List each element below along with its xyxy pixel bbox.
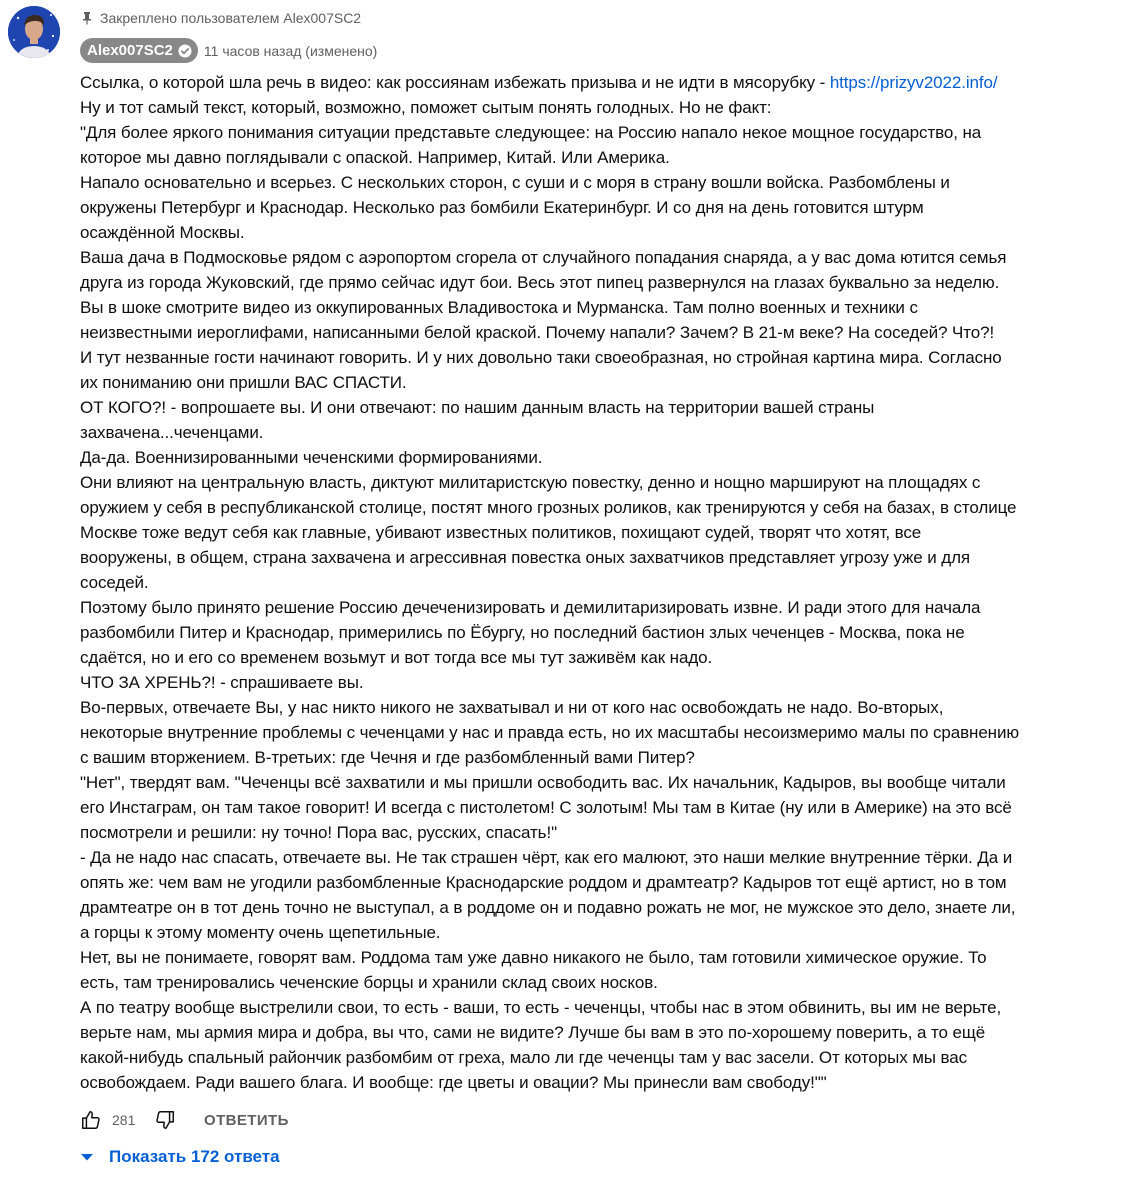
comment-line: Ваша дача в Подмосковье рядом с аэропортом сгорела от случайного попадания снаряда, а у вас дома ютится семья: [80, 248, 1007, 267]
thumbs-up-icon: [80, 1109, 102, 1131]
comment-text: [80, 70, 1080, 1095]
comment-line: А по театру вообще выстрелили свои, то есть - ваши, то есть - чеченцы, чтобы нас в этом обвинить, вы им не верьте,: [80, 998, 1002, 1017]
comment-actions: [80, 1107, 289, 1133]
comment-line: разбомбили Питер и Краснодар, примерились по Ёбургу, но последний бастион злых чеченцев - Москва, пока не: [80, 623, 965, 642]
comment-line: есть, там тренировались чеченские борцы и хранили склад своих носков.: [80, 973, 658, 992]
link-intro-text: Ссылка, о которой шла речь в видео: как россиянам избежать призыва и не идти в мясорубку -: [80, 73, 830, 92]
show-replies-button[interactable]: [78, 1143, 280, 1171]
comment-line: а горцы к этому моменту очень щепетильные.: [80, 923, 441, 942]
comment-line: оружием у себя в республиканской столице, постят много грозных роликов, как тренируются у себя на базах, в столице: [80, 498, 1017, 517]
show-replies-label: Показать 172 ответа: [109, 1147, 280, 1166]
comment-line: Они влияют на центральную власть, диктуют милитаристскую повестку, денно и нощно маршируют на площадях с: [80, 473, 981, 492]
author-name-chip[interactable]: [80, 38, 198, 63]
pinned-label: [82, 8, 361, 28]
caret-down-icon: [78, 1148, 96, 1166]
comment-line: ОТ КОГО?! - вопрошаете вы. И они отвечают: по нашим данным власть на территории вашей страны: [80, 398, 875, 417]
comment-line: его Инстаграм, он там такое говорит! И всегда с пистолетом! С золотым! Мы там в Китае (ну или в Америке) на это всё: [80, 798, 1012, 817]
comment-line: Ну и тот самый текст, который, возможно, поможет сытым понять голодных. Но не факт:: [80, 98, 772, 117]
comment-line: какой-нибудь спальный райончик разбомбим от греха, мало ли где чеченцы там у вас засели. От которых мы вас: [80, 1048, 968, 1067]
comment-line: сдаётся, но и его со временем возьмут и вот тогда все мы тут заживём как надо.: [80, 648, 713, 667]
comment-line: Вы в шоке смотрите видео из оккупированных Владивостока и Мурманска. Там полно военных и техники с: [80, 298, 918, 317]
dislike-button[interactable]: [154, 1109, 176, 1131]
author-name: Alex007SC2: [87, 42, 173, 59]
prizyv-link[interactable]: https://prizyv2022.info/: [829, 73, 998, 92]
comment-line: верьте нам, мы армия мира и добра, вы что, сами не видите? Лучше бы вам в это по-хорошему поверить, а то ещё: [80, 1023, 986, 1042]
comment-line: вооружены, в общем, страна захвачена и агрессивная повестка оных захватчиков представляет угрозу уже и для: [80, 548, 970, 567]
comment-line: драмтеатре он в тот день точно не выступал, а в роддоме он и подавно рожать не мог, не мужское это дело, знаете ли,: [80, 898, 1016, 917]
comment-line: ЧТО ЗА ХРЕНЬ?! - спрашиваете вы.: [80, 673, 364, 692]
avatar[interactable]: [8, 6, 60, 58]
comment-line: И тут незванные гости начинают говорить. И у них довольно таки своеобразная, но стройная картина мира. Согласно: [80, 348, 1002, 367]
comment-line: Напало основательно и всерьез. С нескольких сторон, с суши и с моря в страну вошли войска. Разбомблены и: [80, 173, 950, 192]
thumbs-down-icon: [154, 1109, 176, 1131]
comment-line: - Да не надо нас спасать, отвечаете вы. Не так страшен чёрт, как его малюют, это наши мелкие внутренние тёрки. Да и: [80, 848, 1013, 867]
comment-line: захвачена...чеченцами.: [80, 423, 264, 442]
pin-icon: [82, 10, 92, 26]
comment-line: посмотрели и решили: ну точно! Пора вас, русских, спасать!": [80, 823, 557, 842]
pinned-text: Закреплено пользователем Alex007SC2: [100, 10, 362, 26]
comment-line: друга из города Жуковский, где прямо сейчас идут бои. Весь этот пипец развернулся на глазах буквально за неделю.: [80, 273, 1000, 292]
comment-line: которое мы давно поглядывали с опаской. Например, Китай. Или Америка.: [80, 148, 670, 167]
comment-timestamp[interactable]: 11 часов назад (изменено): [203, 42, 378, 59]
comment-line: опять же: чем вам не угодили разбомбленные Краснодарские роддом и драмтеатр? Кадыров тот ещё артист, но в том: [80, 873, 1007, 892]
like-count: 281: [112, 1112, 136, 1128]
comment-line: некоторые внутренние проблемы с чеченцами у нас и правда есть, но их масштабы несоизмеримо малы по сравнению: [80, 723, 1020, 742]
comment-line: соседей.: [80, 573, 149, 592]
comment-line: Да-да. Военнизированными чеченскими формированиями.: [80, 448, 543, 467]
comment-line: "Нет", твердят вам. "Чеченцы всё захватили и мы пришли освободить вас. Их начальник, Кадыров, вы вообще читали: [80, 773, 1006, 792]
verified-check-icon: [178, 44, 192, 58]
like-button[interactable]: [80, 1109, 102, 1131]
reply-button[interactable]: ОТВЕТИТЬ: [204, 1111, 289, 1129]
comment-line: Москве тоже ведут себя как главные, убивают известных политиков, похищают судей, творят что хотят, все: [80, 523, 922, 542]
comment-line: осаждённой Москвы.: [80, 223, 245, 242]
comment-line: окружены Петербург и Краснодар. Несколько раз бомбили Екатеринбург. И со дня на день готовится штурм: [80, 198, 924, 217]
comment-line: с вашим вторжением. В-третьих: где Чечня и где разбомбленный вами Питер?: [80, 748, 695, 767]
comment-line: освобождаем. Ради вашего блага. И вообще: где цветы и овации? Мы принесли вам свободу!"": [80, 1073, 827, 1092]
comment-line: неизвестными иероглифами, написанными белой краской. Почему напали? Зачем? В 21-м веке? На соседей? Что?!: [80, 323, 995, 342]
comment-line: [80, 70, 1080, 95]
comment-line: Поэтому было принято решение Россию дечеченизировать и демилитаризировать извне. И ради этого для начала: [80, 598, 981, 617]
author-row: [80, 38, 377, 63]
comment-line: Нет, вы не понимаете, говорят вам. Роддома там уже давно никакого не было, там готовили химическое оружие. То: [80, 948, 987, 967]
comment-line: их пониманию они пришли ВАС СПАСТИ.: [80, 373, 407, 392]
comment-line: Во-первых, отвечаете Вы, у нас никто никого не захватывал и ни от кого нас освобождать не надо. Во-вторых,: [80, 698, 944, 717]
comment-line: "Для более яркого понимания ситуации представьте следующее: на Россию напало некое мощное государство, на: [80, 123, 982, 142]
